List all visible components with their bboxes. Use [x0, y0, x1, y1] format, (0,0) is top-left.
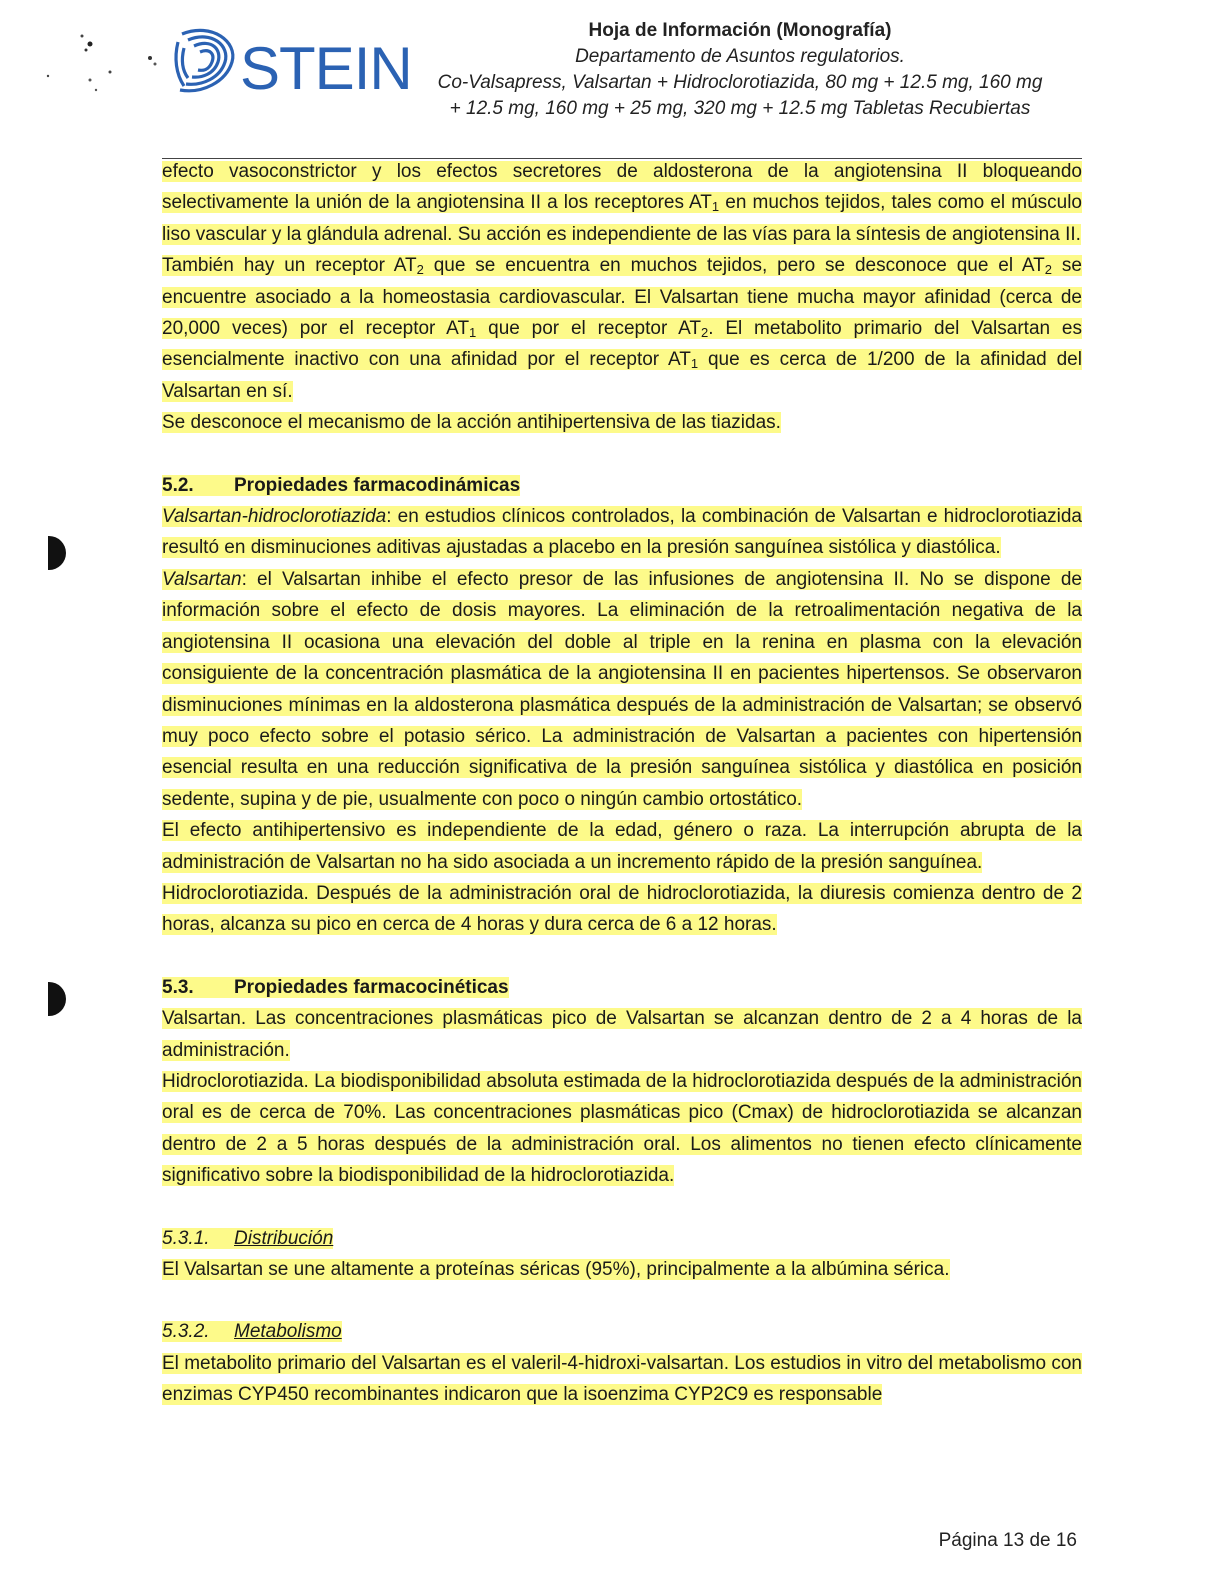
paragraph-metabolism: El metabolito primario del Valsartan es el valeril-4-hidroxi-valsartan. Los estudios in vitro del metabolismo con enzimas CYP450 recombinantes indicaron que la isoenzima CYP2C9 es responsable: [162, 1352, 1082, 1406]
document-title: Hoja de Información (Monografía): [588, 20, 892, 41]
section-title: Propiedades farmacodinámicas: [234, 474, 521, 496]
section-number: 5.3.: [162, 976, 194, 998]
paragraph-combination: [162, 501, 1082, 564]
company-logo: [172, 22, 412, 102]
subsection-heading-5-3-1: [162, 1223, 1082, 1254]
subsection-title: Metabolismo: [234, 1321, 342, 1343]
lead-term: Valsartan: [162, 568, 242, 590]
subscript: 1: [469, 325, 477, 341]
department-line: Departamento de Asuntos regulatorios.: [575, 46, 905, 67]
text-fragment: : el Valsartan inhibe el efecto presor de las infusiones de angiotensina II. No se dispone de información sobre el efecto de dosis mayores. La eliminación de la retroalimentación negativa de la angiotensina II ocasiona una elevación del doble al triple en la renina en plasma con la elevación consiguiente de la concentración plasmática de la angiotensina II en pacientes hipertensos. Se observaron disminuciones mínimas en la aldosterona plasmática después de la administración de Valsartan; se observó muy poco efecto sobre el potasio sérico. La administración de Valsartan a pacientes con hipertensión esencial resulta en una reducción significativa de la presión sanguínea sistólica y diastólica en posición sedente, supina y de pie, usualmente con poco o ningún cambio ortostático.: [162, 568, 1082, 810]
logo-wordmark: STEIN: [240, 35, 412, 102]
document-body: [162, 156, 1082, 1411]
text-fragment: efecto vasoconstrictor y los efectos secretores de aldosterona de la angiotensina II bloqueando selectivamente la unión de la angiotensina II a los receptores AT: [162, 161, 1082, 214]
punch-mark-top: [48, 536, 66, 570]
product-line-2: + 12.5 mg, 160 mg + 25 mg, 320 mg + 12.5 mg Tabletas Recubiertas: [449, 98, 1031, 119]
subscript: 1: [690, 356, 699, 372]
text-fragment: en muchos tejidos, tales como el músculo liso vascular y la glándula adrenal. Su acción es independiente de las vías para la síntesis de angiotensina II.: [162, 192, 1082, 245]
punch-mark-bottom: [48, 982, 66, 1016]
paragraph-hctz-pk: Hidroclorotiazida. La biodisponibilidad absoluta estimada de la hidroclorotiazida después de la administración oral es de cerca de 70%. Las concentraciones plasmáticas pico (Cmax) de hidroclorotiazida se alcanzan dentro de 2 a 5 horas después de la administración oral. Los alimentos no tienen efecto clínicamente significativo sobre la biodisponibilidad de la hidroclorotiazida.: [162, 1070, 1082, 1187]
section-heading-5-2: [162, 470, 1082, 501]
lead-term: Valsartan-hidroclorotiazida: [162, 506, 387, 528]
text-fragment: que por el receptor AT: [476, 318, 701, 340]
text-fragment: que se encuentra en muchos tejidos, pero se desconoce que el AT: [423, 255, 1045, 277]
subscript: 1: [711, 199, 720, 215]
subscript: 2: [700, 325, 709, 341]
paragraph-thiazide-mechanism: Se desconoce el mecanismo de la acción antihipertensiva de las tiazidas.: [162, 412, 781, 434]
text-fragment: que es cerca de 1/200 de la afinidad del Valsartan en sí.: [162, 349, 1082, 402]
subscript: 2: [1044, 262, 1053, 278]
paragraph-antihypertensive-effect: El efecto antihipertensivo es independiente de la edad, género o raza. La interrupción abrupta de la administración de Valsartan no ha sido asociada a un incremento rápido de la presión sanguínea.: [162, 820, 1082, 873]
section-heading-5-3: [162, 972, 1082, 1003]
section-title: Propiedades farmacocinéticas: [234, 976, 509, 998]
subsection-heading-5-3-2: [162, 1316, 1082, 1347]
paragraph-at2-receptor: [162, 250, 1082, 407]
product-line-1: Co-Valsapress, Valsartan + Hidroclorotiazida, 80 mg + 12.5 mg, 160 mg: [437, 72, 1043, 93]
subsection-number: 5.3.1.: [162, 1227, 210, 1249]
text-fragment: se encuentre asociado a la homeostasia cardiovascular. El Valsartan tiene mucha mayor afinidad (cerca de 20,000 veces) por el receptor AT: [162, 255, 1082, 340]
subscript: 2: [416, 262, 424, 278]
section-number: 5.2.: [162, 474, 194, 496]
paragraph-hctz-pd: Hidroclorotiazida. Después de la administración oral de hidroclorotiazida, la diuresis comienza dentro de 2 horas, alcanza su pico en cerca de 4 horas y dura cerca de 6 a 12 horas.: [162, 882, 1082, 936]
text-fragment: También hay un receptor AT: [162, 255, 417, 277]
paragraph-valsartan-pk: Valsartan. Las concentraciones plasmáticas pico de Valsartan se alcanzan dentro de 2 a 4 horas de la administración.: [162, 1008, 1082, 1061]
subsection-number: 5.3.2.: [162, 1321, 210, 1343]
scan-specks: [40, 28, 170, 108]
logo-swirl-icon: [172, 22, 242, 102]
page-number: Página 13 de 16: [938, 1530, 1077, 1551]
paragraph-distribution: El Valsartan se une altamente a proteínas séricas (95%), principalmente a la albúmina sérica.: [162, 1259, 950, 1280]
paragraph-valsartan-pd: [162, 564, 1082, 815]
text-fragment: : en estudios clínicos controlados, la combinación de Valsartan e hidroclorotiazida resultó en disminuciones aditivas ajustadas a placebo en la presión sanguínea sistólica y diastólica.: [162, 506, 1082, 559]
subsection-title: Distribución: [234, 1227, 334, 1249]
paragraph-mechanism: [162, 156, 1082, 250]
text-fragment: . El metabolito primario del Valsartan es esencialmente inactivo con una afinidad por el receptor AT: [162, 318, 1082, 371]
document-header: [410, 18, 1070, 122]
